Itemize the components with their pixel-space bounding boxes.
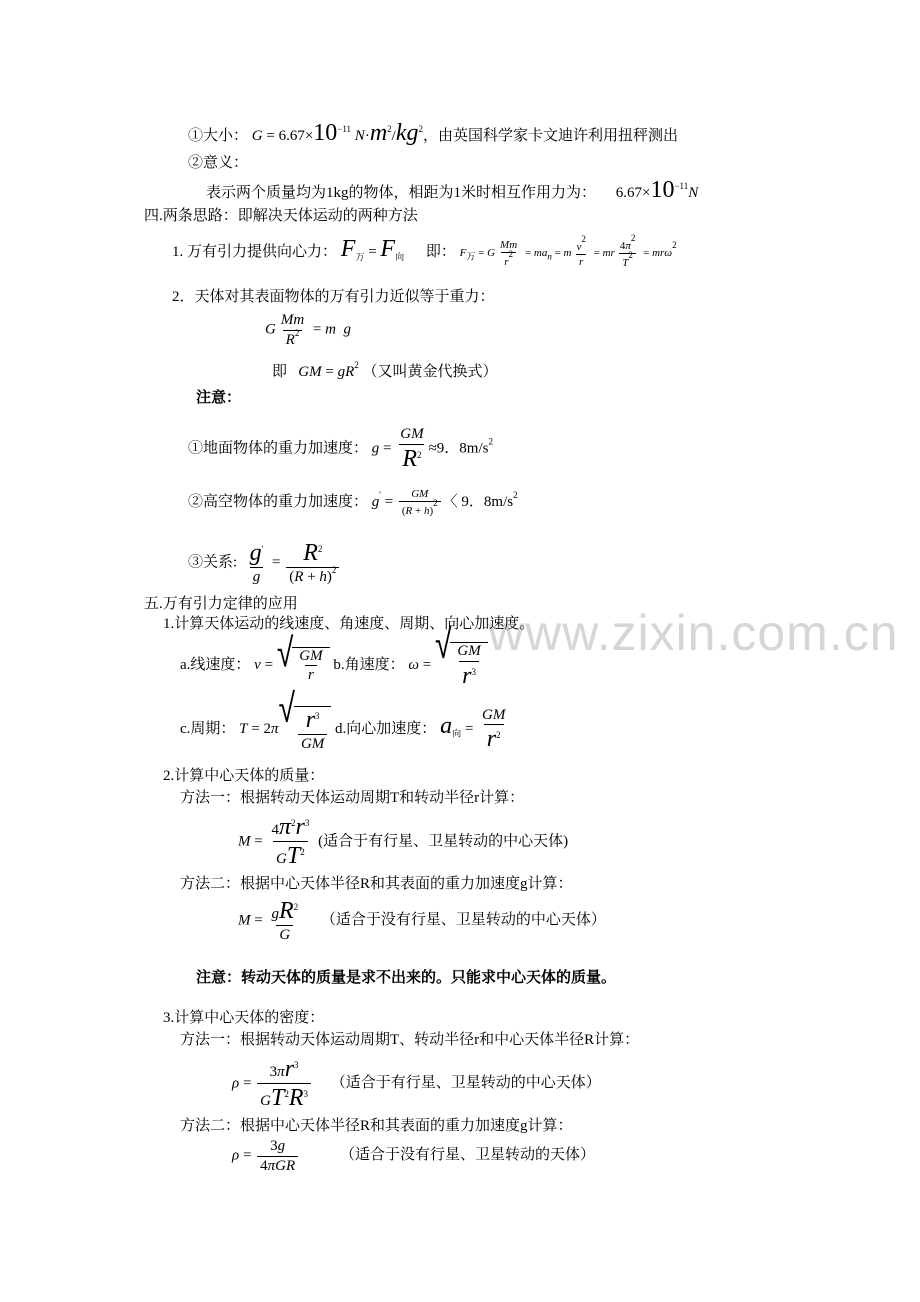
period-and-acceleration: c.周期： T = 2π √ $\frac{r^3}{GM}$ d.向心加速度： $a_向$ = $\frac{GM}{r^2}$ [180,685,506,753]
applications-subheading-2: 2.计算中心天体的质量： [163,768,325,784]
attention-label: 注意： [196,390,242,406]
applications-subheading-1: 1.计算天体运动的线速度、角速度、周期、向心加速度。 [163,616,535,632]
linear-and-angular-velocity: a.线速度： v = √ $\frac{GM}{r}$ b.角速度： ω = √ $\frac{GM}{r^3}$ [180,642,488,689]
density-formula-1: ρ = $\frac{3\pi r^3}{GT^2R^3}$ （适合于有行星、卫星转动的中心天体） [232,1056,601,1112]
meaning-label: ②意义： [188,155,249,171]
gravity-equals-weight: G $\frac{Mm}{R^2}$ = m g [265,312,351,348]
item2-label: 2．天体对其表面物体的万有引力近似等于重力： [172,289,495,305]
golden-substitution: 即 GM = $gR^2$ （又叫黄金代换式） [272,359,498,380]
magnitude-line: ①大小： $G = 6.67\times 10^{-11}$ $N\cdot m^2/kg^2$，由英国科学家卡文迪许利用扭秤测出 [188,120,678,146]
meaning-text: 表示两个质量均为1kg的物体，相距为1米时相互作用力为： $6.67\times 10^{-11}N$ [206,177,699,203]
density-method-1: 方法一：根据转动天体运动周期T、转动半径r和中心天体半径R计算： [180,1032,640,1048]
mass-formula-1: M = $\frac{4\pi^2r^3}{GT^2}$ (适合于有行星、卫星转动的中心天体) [238,814,569,870]
altitude-gravity: ②高空物体的重力加速度： g' = $\frac{GM}{(R + h)^2}$ 〈 9．$8m/s^2$ [188,488,518,518]
section-five-heading: 五.万有引力定律的应用 [144,596,298,612]
mass-method-1: 方法一：根据转动天体运动周期T和转动半径r计算： [180,790,525,806]
applications-subheading-3: 3.计算中心天体的密度： [163,1010,325,1026]
watermark: www.zixin.com.cn [488,605,899,661]
density-method-2: 方法二：根据中心天体半径R和其表面的重力加速度g计算： [180,1118,573,1134]
mass-formula-2: M = $\frac{gR^2}{G}$ （适合于没有行星、卫星转动的中心天体） [238,898,606,944]
gravity-ratio: ③关系: $\frac{g'}{g}$ = $\frac{R^2}{(R + h)^2}$ [188,540,341,586]
item1-formula: 1. 万有引力提供向心力： $F_万 = F_向$ 即： $F_万 = G$ $\frac{Mm}{r^2}$ = $ma_n = m$ $\frac{v^2}{r}$ = mr $\frac{4\pi^2}{T^2}$ = mrω$^2$ [172,233,677,270]
density-formula-2: ρ = $\frac{3g}{\text{4πGR}}$ （适合于没有行星、卫星转动的天体） [232,1138,595,1174]
surface-gravity: ①地面物体的重力加速度： g = $\frac{GM}{R^2}$ ≈9．$8m/s^2$ [188,426,493,472]
mass-method-2: 方法二：根据中心天体半径R和其表面的重力加速度g计算： [180,876,573,892]
section-four-heading: 四.两条思路：即解决天体运动的两种方法 [144,208,418,224]
attention-mass-note: 注意：转动天体的质量是求不出来的。只能求中心天体的质量。 [196,970,617,986]
